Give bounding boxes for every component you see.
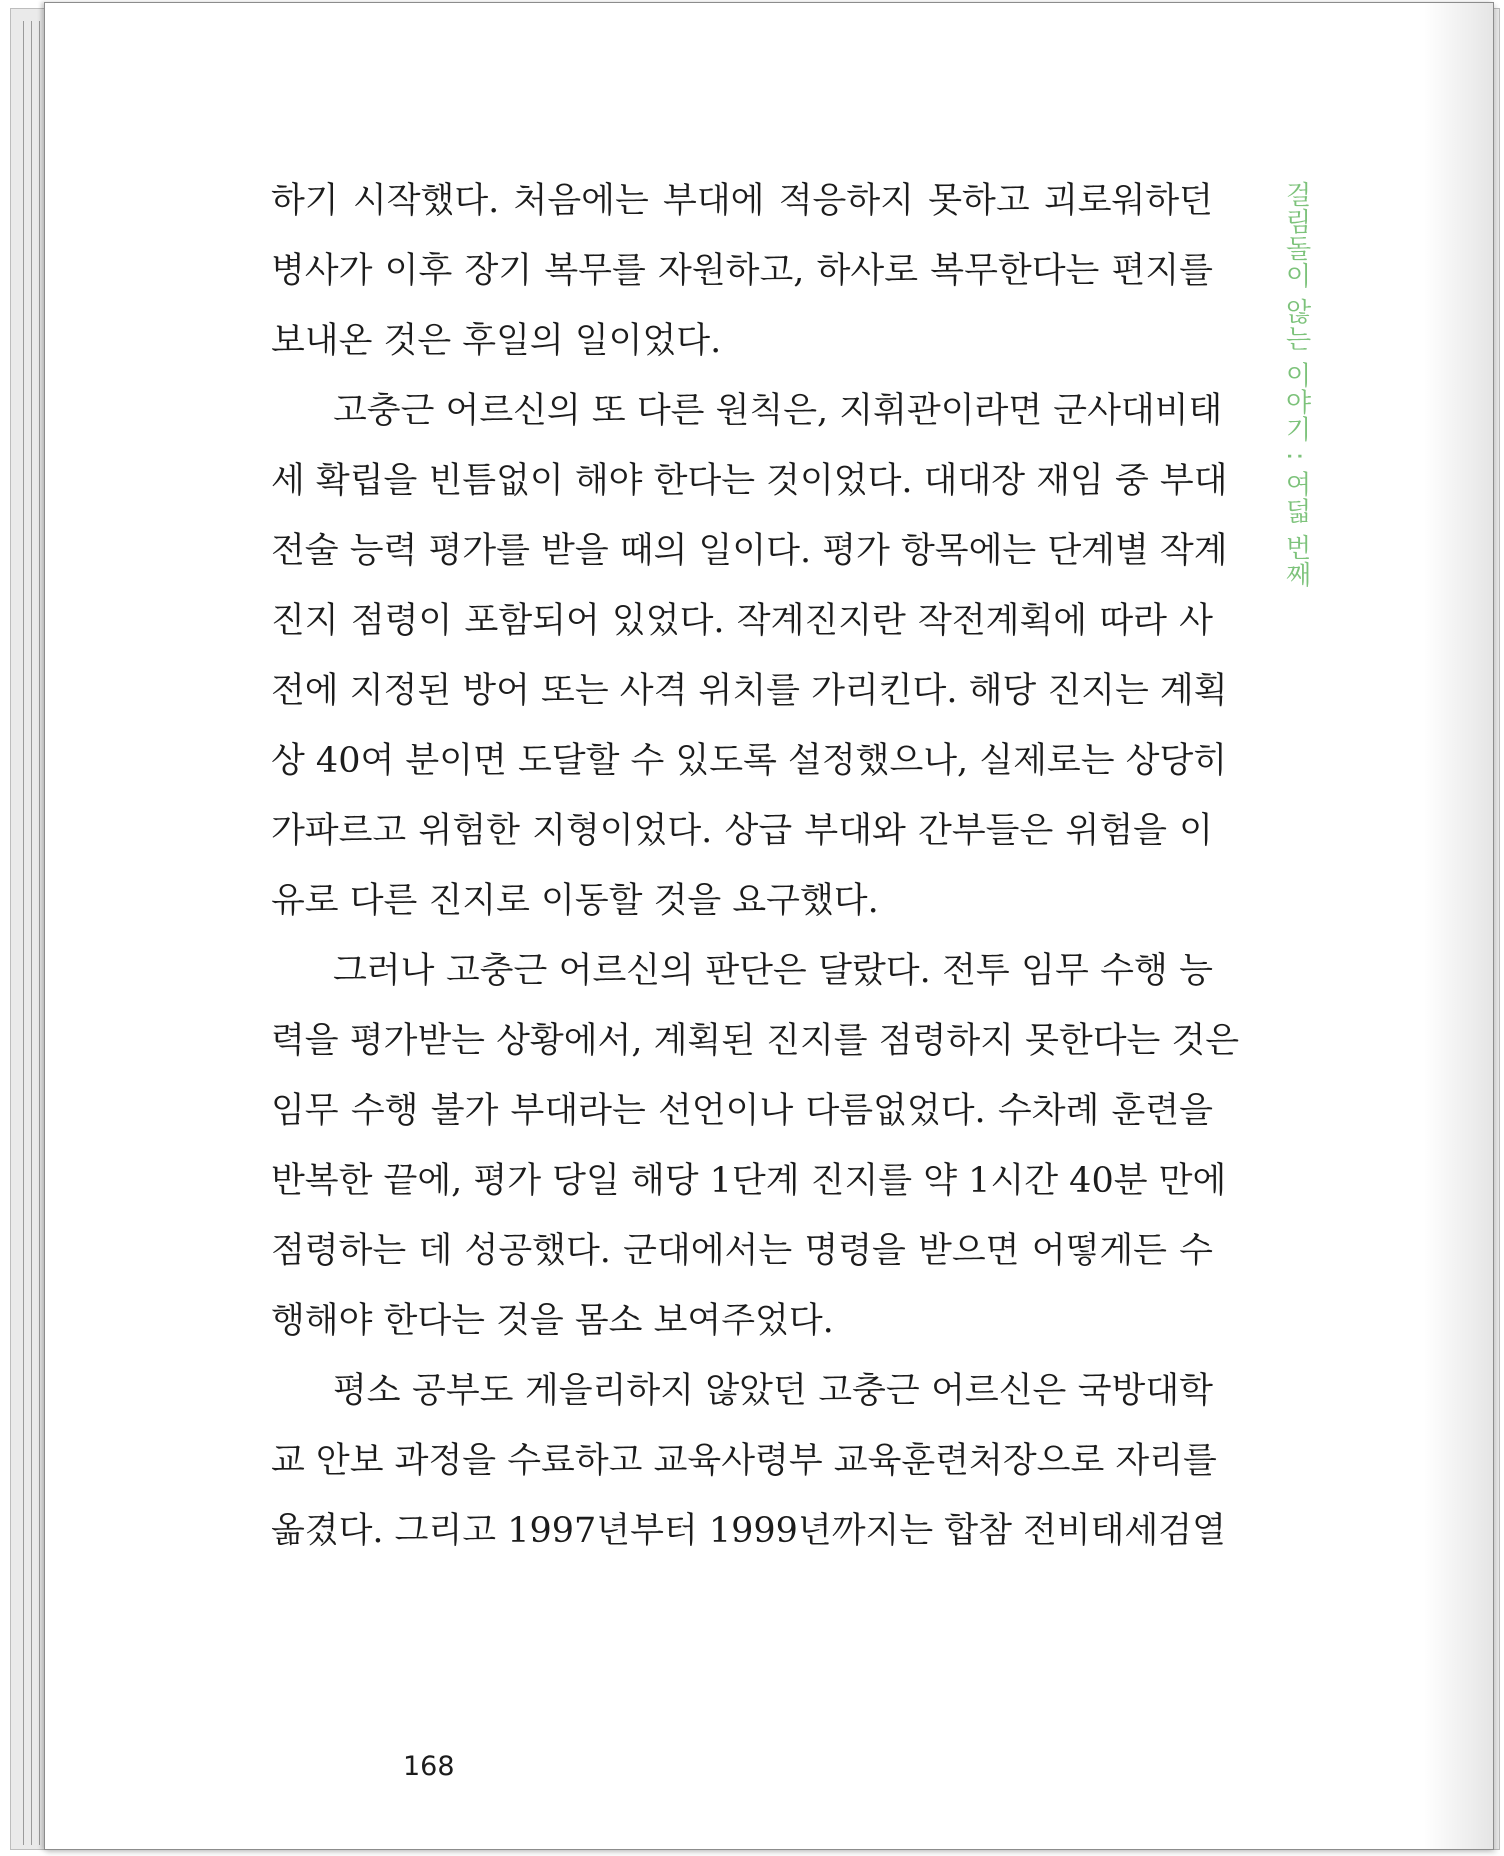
page-edge [23,21,24,1845]
book-page [44,2,1494,1850]
page-number: 168 [403,1751,455,1782]
page-edge [39,21,40,1845]
text-line: 유로 다른 진지로 이동할 것을 요구했다. [271,881,879,921]
text-line: 교 안보 과정을 수료하고 교육사령부 교육훈련처장으로 자리를 [271,1441,1217,1481]
text-line: 전술 능력 평가를 받을 때의 일이다. 평가 항목에는 단계별 작계 [271,531,1228,571]
text-line: 점령하는 데 성공했다. 군대에서는 명령을 받으면 어떻게든 수 [271,1231,1213,1271]
text-line: 하기 시작했다. 처음에는 부대에 적응하지 못하고 괴로워하던 [271,181,1213,221]
text-line: 임무 수행 불가 부대라는 선언이나 다름없었다. 수차례 훈련을 [271,1091,1213,1131]
text-line: 가파르고 위험한 지형이었다. 상급 부대와 간부들은 위험을 이 [271,811,1213,851]
text-line: 그러나 고충근 어르신의 판단은 달랐다. 전투 임무 수행 능 [333,951,1213,991]
text-line: 전에 지정된 방어 또는 사격 위치를 가리킨다. 해당 진지는 계획 [271,671,1228,711]
page-shadow [1423,3,1493,1849]
text-line: 력을 평가받는 상황에서, 계획된 진지를 점령하지 못한다는 것은 [271,1021,1240,1061]
text-line: 행해야 한다는 것을 몸소 보여주었다. [271,1301,834,1341]
page-edge [31,21,32,1845]
text-line: 평소 공부도 게을리하지 않았던 고충근 어르신은 국방대학 [333,1371,1213,1411]
text-line: 진지 점령이 포함되어 있었다. 작계진지란 작전계획에 따라 사 [271,601,1213,641]
running-head: 걸림돌이 않는 이야기 : 여덟 번째 [1281,181,1311,589]
text-line: 반복한 끝에, 평가 당일 해당 1단계 진지를 약 1시간 40분 만에 [271,1161,1227,1201]
text-line: 고충근 어르신의 또 다른 원칙은, 지휘관이라면 군사대비태 [333,391,1223,431]
body-text [271,166,1240,1566]
text-line: 세 확립을 빈틈없이 해야 한다는 것이었다. 대대장 재임 중 부대 [271,461,1228,501]
text-line: 병사가 이후 장기 복무를 자원하고, 하사로 복무한다는 편지를 [271,251,1213,291]
text-line: 상 40여 분이면 도달할 수 있도록 설정했으나, 실제로는 상당히 [271,741,1228,781]
text-line: 보내온 것은 후일의 일이었다. [271,321,722,361]
text-line: 옮겼다. 그리고 1997년부터 1999년까지는 합참 전비태세검열 [271,1511,1226,1551]
